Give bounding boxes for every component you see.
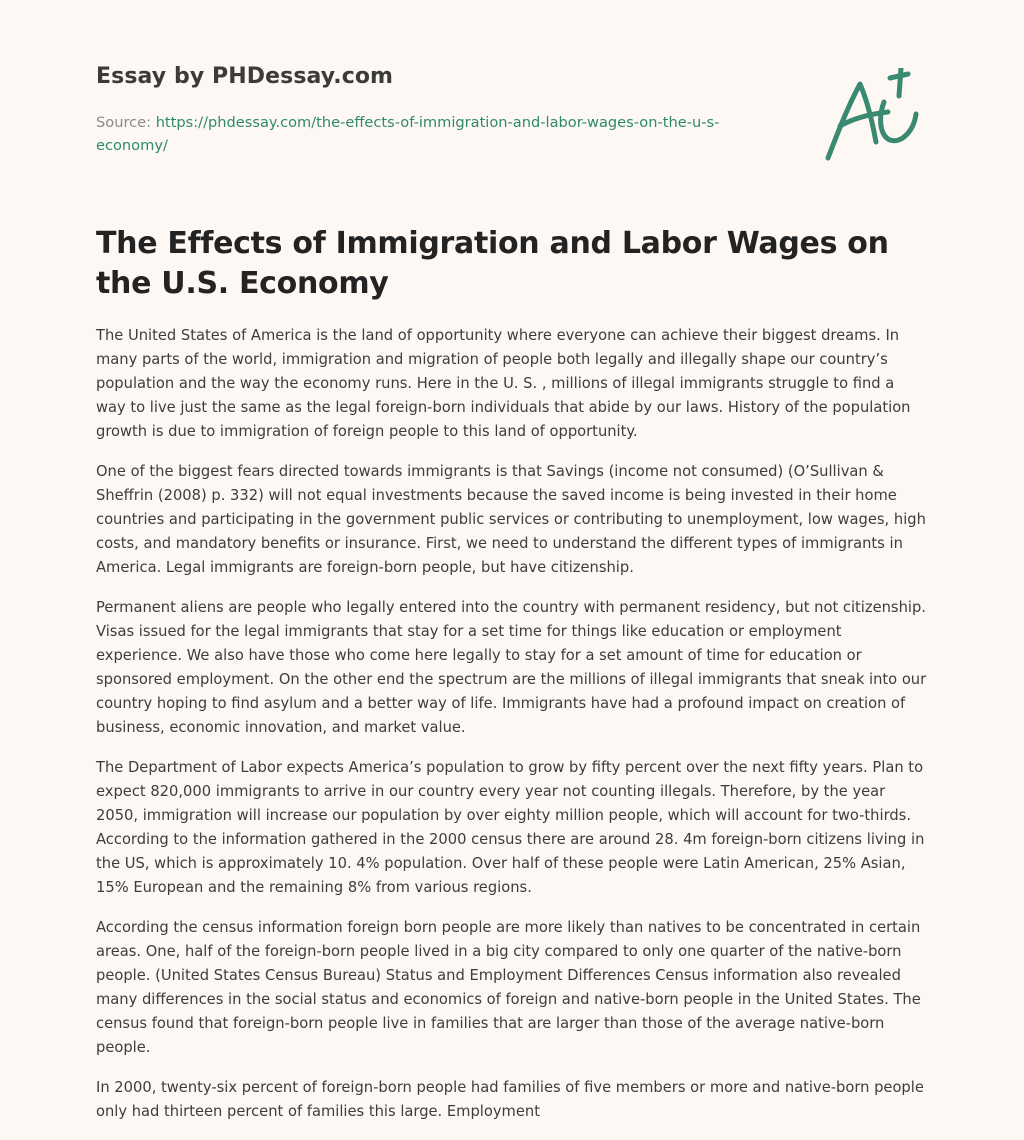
site-brand: Essay by PHDessay.com [96, 64, 394, 89]
paragraph: According the census information foreign born people are more likely than natives to be concentrated in certain areas. One, half of the foreign-born people lived in a big city compared to only one quarter of the native-born people. (United States Census Bureau) Status and Employment Differences Census information also revealed many differences in the social status and economics of foreign and native-born people in the United States. The census found that foreign-born people live in families that are larger than those of the average native-born people. [96, 919, 921, 1056]
paragraph: The United States of America is the land of opportunity where everyone can achieve their biggest dreams. In many parts of the world, immigration and migration of people both legally and illegally shape our country’s population and the way the economy runs. Here in the U. S. , millions of illegal immigrants struggle to find a way to live just the same as the legal foreign-born individuals that abide by our laws. History of the population growth is due to immigration of foreign people to this land of opportunity. [96, 327, 911, 440]
source-line [96, 111, 756, 157]
paragraph: In 2000, twenty-six percent of foreign-born people had families of five members or more and native-born people only had thirteen percent of families this large. Employment [96, 1079, 924, 1120]
paragraph: Permanent aliens are people who legally entered into the country with permanent residency, but not citizenship. Visas issued for the legal immigrants that stay for a set time for things like education or employment experience. We also have those who come here legally to stay for a set amount of time for education or sponsored employment. On the other end the spectrum are the millions of illegal immigrants that sneak into our country hoping to find asylum and a better way of life. Immigrants have had a profound impact on creation of business, economic innovation, and market value. [96, 599, 927, 736]
paragraph: One of the biggest fears directed towards immigrants is that Savings (income not consumed) (O’Sullivan & Sheffrin (2008) p. 332) will not equal investments because the saved income is being invested in their home countries and participating in the government public services or contributing to unemployment, low wages, high costs, and mandatory benefits or insurance. First, we need to understand the different types of immigrants in America. Legal immigrants are foreign-born people, but have citizenship. [96, 463, 926, 576]
source-link[interactable]: https://phdessay.com/the-effects-of-immigration-and-labor-wages-on-the-u-s-economy/ [96, 114, 720, 154]
a-plus-logo-icon [824, 68, 928, 164]
essay-title: The Effects of Immigration and Labor Wages on the U.S. Economy [96, 226, 889, 301]
source-label: Source: [96, 114, 152, 131]
essay-body [96, 324, 928, 1140]
paragraph: The Department of Labor expects America’s population to grow by fifty percent over the next fifty years. Plan to expect 820,000 immigrants to arrive in our country every year not counting illegals. Therefore, by the year 2050, immigration will increase our population by over eighty million people, which will account for two-thirds. According to the information gathered in the 2000 census there are around 28. 4m foreign-born citizens living in the US, which is approximately 10. 4% population. Over half of these people were Latin American, 25% Asian, 15% European and the remaining 8% from various regions. [96, 759, 925, 896]
